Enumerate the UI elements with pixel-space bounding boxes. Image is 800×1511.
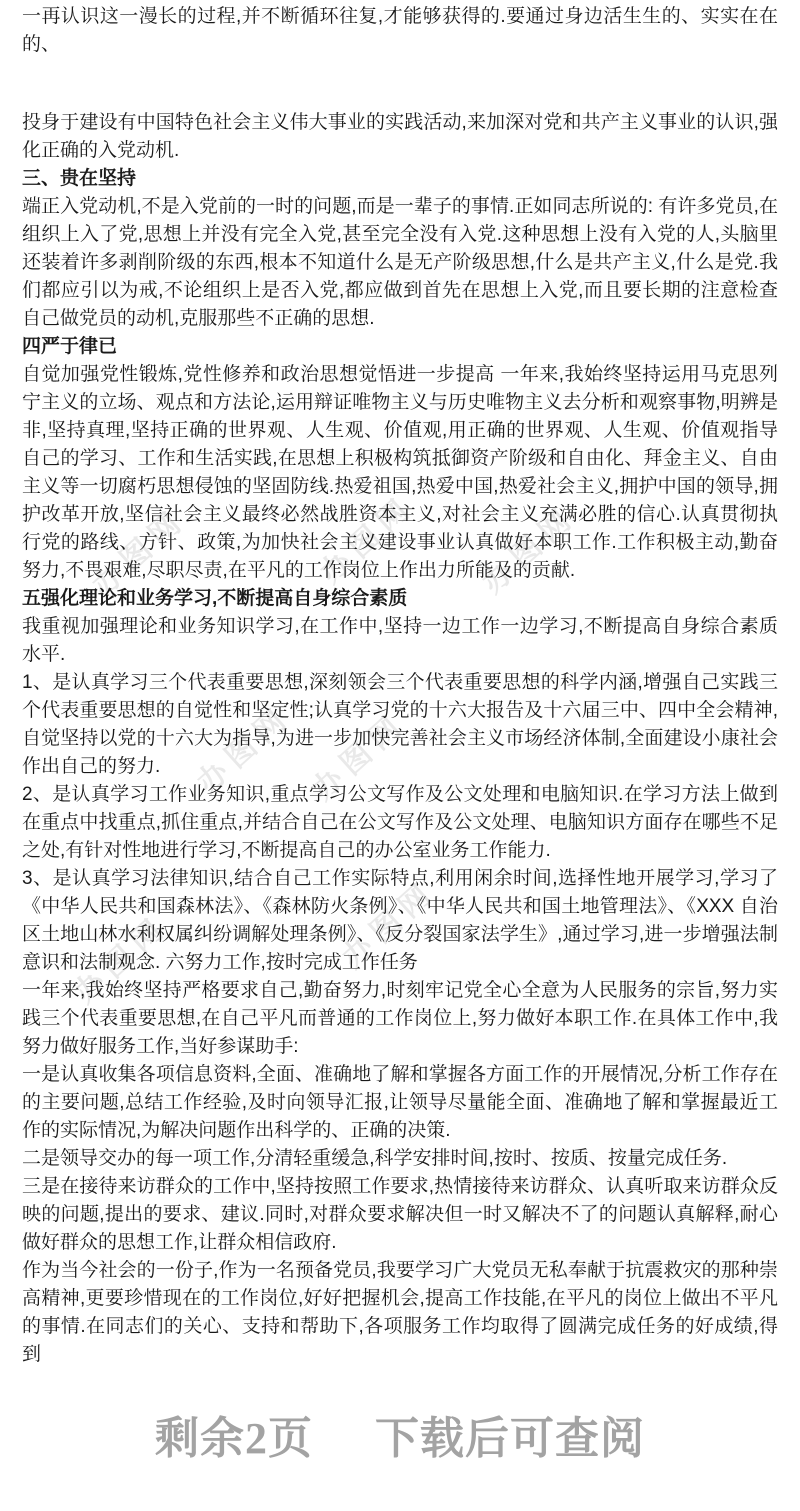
section-heading-3: 三、贵在坚持 <box>22 168 137 189</box>
paragraph: 三是在接待来访群众的工作中,坚持按照工作要求,热情接待来访群众、认真听取来访群众反映的问题,提出的要求、建议.同时,对群众要求解决但一时又解决不了的问题认真解释,耐心做好群众的思想工作,让群众相信政府. <box>22 1176 778 1253</box>
paragraph: 作为当今社会的一份子,作为一名预备党员,我要学习广大党员无私奉献于抗震救灾的那种崇高精神,更要珍惜现在的工作岗位,好好把握机会,提高工作技能,在平凡的岗位上做出不平凡的事情.在同志们的关心、支持和帮助下,各项服务工作均取得了圆满完成任务的好成绩,得到 <box>22 1260 778 1365</box>
paragraph: 端正入党动机,不是入党前的一时的问题,而是一辈子的事情.正如同志所说的: 有许多党员,在组织上入了党,思想上并没有完全入党,甚至完全没有入党.这种思想上没有入党的人,头脑里还装着许多剥削阶级的东西,根本不知道什么是无产阶级思想,什么是共产主义,什么是党.我们都应引以为戒,不论组织上是否入党,都应做到首先在思想上入党,而且要长期的注意检查自己做党员的动机,克服那些不正确的思想. <box>22 196 778 329</box>
site-watermark: 办图网 <box>190 699 298 801</box>
site-watermark: 办图网 <box>85 502 193 604</box>
site-watermark: 办图网 <box>335 874 443 976</box>
paragraph: 一是认真收集各项信息资料,全面、准确地了解和掌握各方面工作的开展情况,分析工作存在的主要问题,总结工作经验,及时向领导汇报,让领导尽量能全面、准确地了解和掌握最近工作的实际情况,为解决问题作出科学的、正确的决策. <box>22 1064 778 1141</box>
site-watermark: 办图网 <box>475 499 583 601</box>
site-watermark: 办图网 <box>313 489 421 591</box>
site-watermark: 办图网 <box>67 909 175 1011</box>
paragraph: 二是领导交办的每一项工作,分清轻重缓急,科学安排时间,按时、按质、按量完成任务. <box>22 1148 728 1169</box>
paragraph: 我重视加强理论和业务知识学习,在工作中,坚持一边工作一边学习,不断提高自身综合素质水平. <box>22 616 778 665</box>
section-heading-5: 五强化理论和业务学习,不断提高自身综合素质 <box>22 588 408 609</box>
paragraph-list-item-3: 3、是认真学习法律知识,结合自己工作实际特点,利用闲余时间,选择性地开展学习,学习了《中华人民共和国森林法》、《森林防火条例》、《中华人民共和国土地管理法》、《XXX 自治区土地山林水利权属纠纷调解处理条例》、《反分裂国家法学生》,通过学习,进一步增强法制意识和法制观念. 六努力工作,按时完成工作任务 <box>22 868 778 973</box>
download-hint-label[interactable]: 下载后可查阅 <box>375 1414 645 1463</box>
paragraph-list-item-2: 2、是认真学习工作业务知识,重点学习公文写作及公文处理和电脑知识.在学习方法上做到在重点中找重点,抓住重点,并结合自己在公文写作及公文处理、电脑知识方面存在哪些不足之处,有针对性地进行学习,不断提高自己的办公室业务工作能力. <box>22 784 778 861</box>
paragraph: 投身于建设有中国特色社会主义伟大事业的实践活动,来加深对党和共产主义事业的认识,强化正确的入党动机. <box>22 112 778 161</box>
paragraph: 自觉加强党性锻炼,党性修养和政治思想觉悟进一步提高 一年来,我始终坚持运用马克思列宁主义的立场、观点和方法论,运用辩证唯物主义与历史唯物主义去分析和观察事物,明辨是非,坚持真理,坚持正确的世界观、人生观、价值观,用正确的世界观、人生观、价值观指导自己的学习、工作和生活实践,在思想上积极构筑抵御资产阶级和自由化、拜金主义、自由主义等一切腐朽思想侵蚀的坚固防线.热爱祖国,热爱中国,热爱社会主义,拥护中国的领导,拥护改革开放,坚信社会主义最终必然战胜资本主义,对社会主义充满必胜的信心.认真贯彻执行党的路线、方针、政策,为加快社会主义建设事业认真做好本职工作.工作积极主动,勤奋努力,不畏艰难,尽职尽责,在平凡的工作岗位上作出力所能及的贡献. <box>22 364 778 581</box>
paragraph: 一年来,我始终坚持严格要求自己,勤奋努力,时刻牢记党全心全意为人民服务的宗旨,努力实践三个代表重要思想,在自己平凡而普通的工作岗位上,努力做好本职工作.在具体工作中,我努力做好服务工作,当好参谋助手: <box>22 980 778 1057</box>
download-notice[interactable] <box>0 1402 800 1466</box>
document-page <box>22 3 778 1369</box>
paragraph-list-item-1: 1、是认真学习三个代表重要思想,深刻领会三个代表重要思想的科学内涵,增强自己实践三个代表重要思想的自觉性和坚定性;认真学习党的十六大报告及十六届三中、四中全会精神,自觉坚持以党的十六大为指导,为进一步加快完善社会主义市场经济体制,全面建设小康社会作出自己的努力. <box>22 672 778 777</box>
section-heading-4: 四严于律已 <box>22 336 118 357</box>
paragraph-continuation: 一再认识这一漫长的过程,并不断循环往复,才能够获得的.要通过身边活生生的、实实在在的、 <box>22 6 778 55</box>
remaining-pages-label: 剩余2页 <box>155 1414 313 1463</box>
site-watermark: 办图网 <box>305 706 413 808</box>
